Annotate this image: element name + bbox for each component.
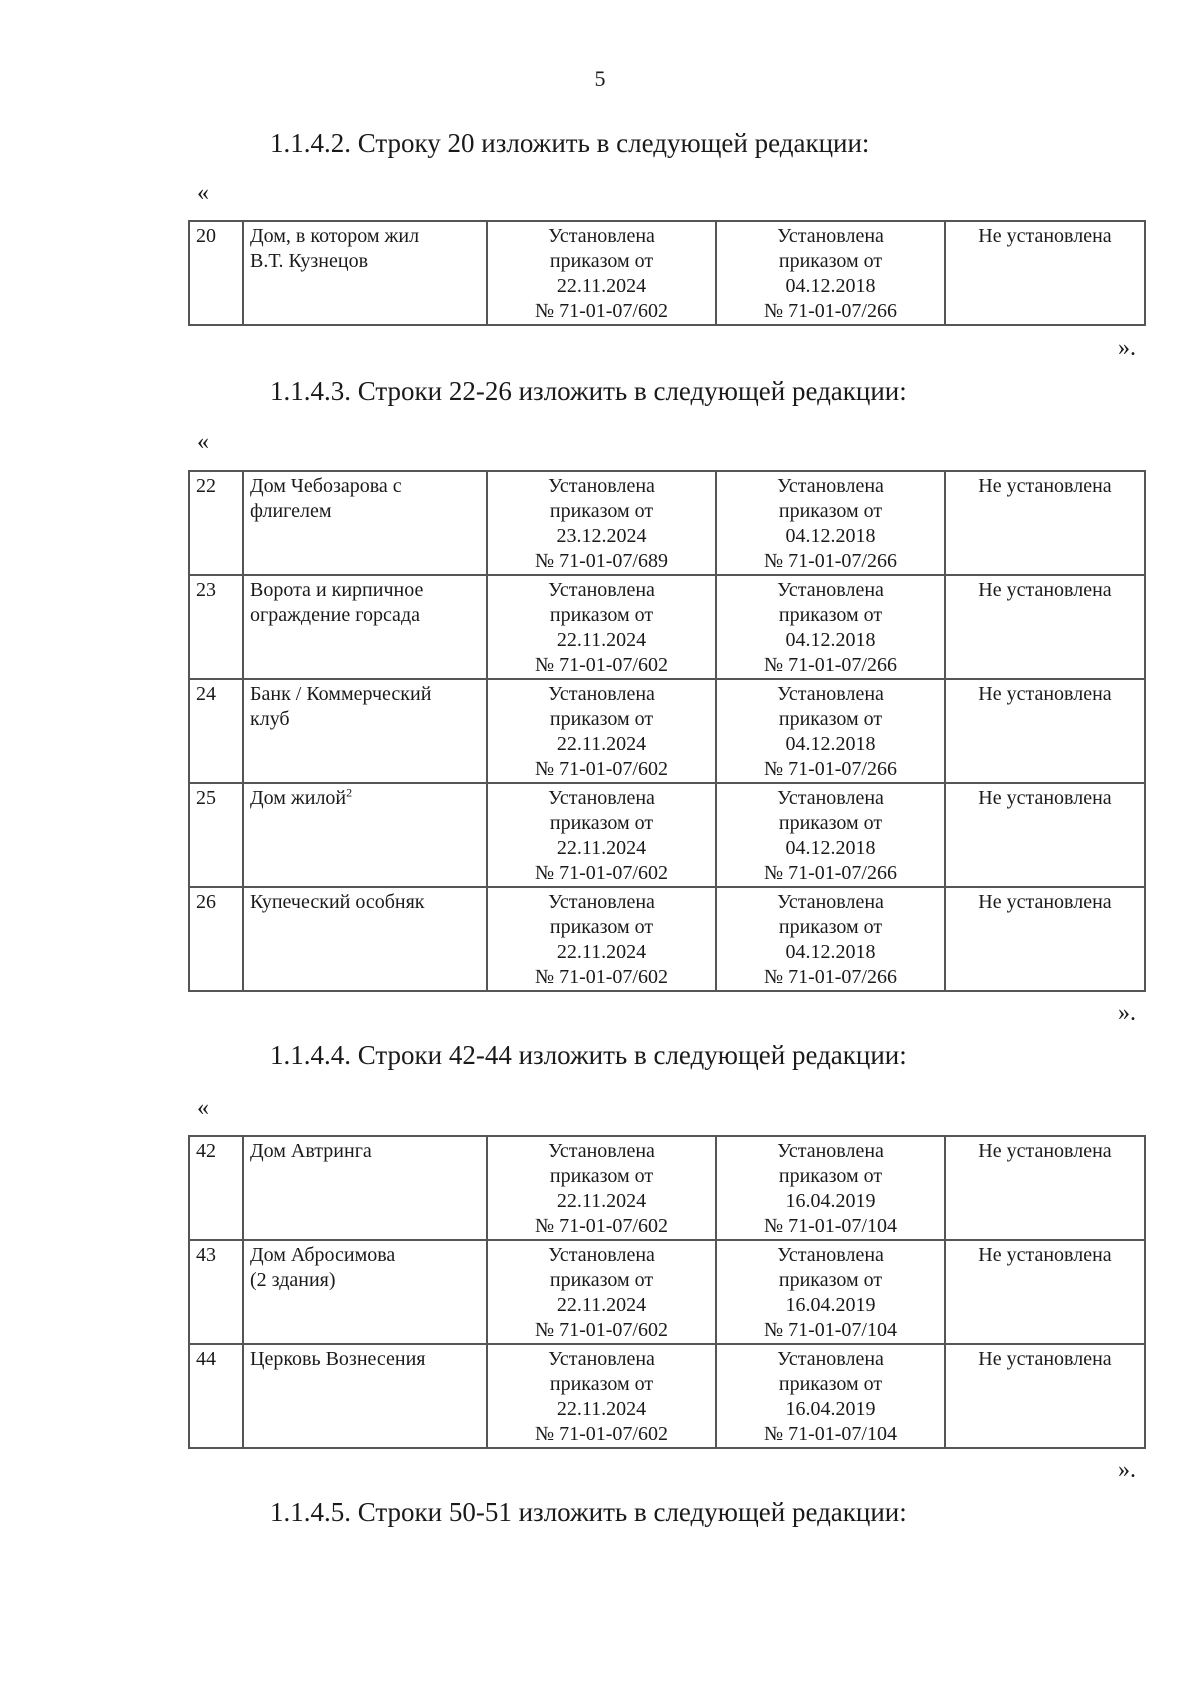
order-line: приказом от [778, 812, 883, 834]
order-line: 22.11.2024 [556, 1398, 647, 1420]
order-line: № 71-01-07/602 [535, 1215, 668, 1237]
object-name-line [250, 224, 480, 249]
boundaries-status-cell [487, 1344, 716, 1448]
object-name-line [250, 786, 480, 811]
order-line: 16.04.2019 [785, 1398, 876, 1420]
object-name-cell [243, 783, 487, 887]
order-line: № 71-01-07/266 [764, 300, 897, 322]
close-quote: ». [1118, 335, 1136, 361]
object-name-line [250, 578, 480, 603]
status-cell: Не установлена [945, 471, 1145, 575]
order-line: 04.12.2018 [785, 275, 876, 297]
order-line: 16.04.2019 [785, 1190, 876, 1212]
order-line: Установлена [548, 225, 655, 247]
object-name-line [250, 1268, 480, 1293]
order-line: № 71-01-07/602 [535, 1319, 668, 1341]
order-line: № 71-01-07/602 [535, 1423, 668, 1445]
row-number-cell: 24 [189, 679, 243, 783]
boundaries-status-cell [487, 471, 716, 575]
order-line: № 71-01-07/602 [535, 300, 668, 322]
status-cell: Не установлена [945, 1344, 1145, 1448]
table-row [189, 471, 1145, 575]
object-name-line [250, 499, 480, 524]
order-line: № 71-01-07/104 [764, 1215, 897, 1237]
row-number-cell: 44 [189, 1344, 243, 1448]
order-line: Установлена [777, 787, 884, 809]
object-name-cell [243, 575, 487, 679]
order-line: приказом от [778, 1373, 883, 1395]
order-line: приказом от [549, 1373, 654, 1395]
table-row [189, 1344, 1145, 1448]
order-line: 22.11.2024 [556, 1294, 647, 1316]
order-line: Установлена [548, 683, 655, 705]
object-name-cell [243, 1240, 487, 1344]
order-line: приказом от [778, 708, 883, 730]
order-line: 22.11.2024 [556, 1190, 647, 1212]
order-line: приказом от [778, 250, 883, 272]
order-line: приказом от [549, 250, 654, 272]
object-name-text: Дом, в котором жил [250, 225, 420, 247]
order-line: 04.12.2018 [785, 837, 876, 859]
amendment-table [188, 1135, 1146, 1449]
order-line: Установлена [777, 475, 884, 497]
order-line: 16.04.2019 [785, 1294, 876, 1316]
order-line: Установлена [777, 891, 884, 913]
row-number-cell: 25 [189, 783, 243, 887]
order-line: № 71-01-07/602 [535, 758, 668, 780]
row-number-cell: 20 [189, 221, 243, 325]
row-number-cell: 22 [189, 471, 243, 575]
order-line: № 71-01-07/602 [535, 654, 668, 676]
order-line: приказом от [778, 1269, 883, 1291]
status-cell: Не установлена [945, 679, 1145, 783]
order-line: 04.12.2018 [785, 733, 876, 755]
order-line: 23.12.2024 [556, 525, 647, 547]
order-line: № 71-01-07/104 [764, 1423, 897, 1445]
close-quote: ». [1118, 1457, 1136, 1483]
protection-zone-status-cell [716, 471, 945, 575]
amendment-table [188, 470, 1146, 992]
row-number-cell: 43 [189, 1240, 243, 1344]
object-name-line [250, 890, 480, 915]
object-name-text: Банк / Коммерческий [250, 683, 432, 705]
protection-zone-status-cell [716, 1240, 945, 1344]
order-line: 04.12.2018 [785, 525, 876, 547]
order-line: № 71-01-07/266 [764, 550, 897, 572]
order-line: 22.11.2024 [556, 733, 647, 755]
page-number: 5 [594, 66, 606, 91]
table-row [189, 783, 1145, 887]
object-name-line [250, 682, 480, 707]
protection-zone-status-cell [716, 221, 945, 325]
status-cell: Не установлена [945, 1240, 1145, 1344]
section-heading: 1.1.4.3. Строки 22-26 изложить в следующей редакции: [270, 376, 907, 406]
order-line: 22.11.2024 [556, 941, 647, 963]
object-name-cell [243, 221, 487, 325]
footnote-marker: 2 [346, 785, 353, 800]
status-cell: Не установлена [945, 221, 1145, 325]
order-line: № 71-01-07/266 [764, 862, 897, 884]
order-line: № 71-01-07/602 [535, 966, 668, 988]
order-line: № 71-01-07/602 [535, 862, 668, 884]
object-name-line [250, 249, 480, 274]
table-row [189, 1136, 1145, 1240]
protection-zone-status-cell [716, 575, 945, 679]
status-cell: Не установлена [945, 1136, 1145, 1240]
object-name-text: Дом Абросимова [250, 1244, 396, 1266]
boundaries-status-cell [487, 1240, 716, 1344]
order-line: Установлена [548, 579, 655, 601]
object-name-text: Дом жилой [250, 787, 347, 809]
open-quote: « [197, 180, 209, 206]
order-line: Установлена [548, 891, 655, 913]
object-name-text: клуб [250, 708, 290, 730]
open-quote: « [197, 1095, 209, 1121]
order-line: Установлена [777, 1244, 884, 1266]
order-line: Установлена [548, 1140, 655, 1162]
table-row [189, 679, 1145, 783]
boundaries-status-cell [487, 783, 716, 887]
order-line: 04.12.2018 [785, 941, 876, 963]
order-line: 22.11.2024 [556, 837, 647, 859]
order-line: приказом от [549, 1165, 654, 1187]
object-name-line [250, 1347, 480, 1372]
object-name-text: Дом Чебозарова с [250, 475, 402, 497]
object-name-cell [243, 1344, 487, 1448]
protection-zone-status-cell [716, 783, 945, 887]
order-line: Установлена [548, 1348, 655, 1370]
object-name-text: Купеческий особняк [250, 891, 425, 913]
table-row [189, 1240, 1145, 1344]
object-name-text: ограждение горсада [250, 604, 420, 626]
order-line: приказом от [778, 916, 883, 938]
boundaries-status-cell [487, 221, 716, 325]
boundaries-status-cell [487, 887, 716, 991]
order-line: приказом от [778, 1165, 883, 1187]
table-row [189, 575, 1145, 679]
object-name-cell [243, 471, 487, 575]
order-line: приказом от [549, 916, 654, 938]
object-name-line [250, 474, 480, 499]
order-line: Установлена [777, 579, 884, 601]
object-name-text: Ворота и кирпичное [250, 579, 424, 601]
object-name-line [250, 707, 480, 732]
object-name-text: Церковь Вознесения [250, 1348, 426, 1370]
order-line: Установлена [777, 683, 884, 705]
protection-zone-status-cell [716, 1136, 945, 1240]
section-heading: 1.1.4.5. Строки 50-51 изложить в следующей редакции: [270, 1497, 907, 1527]
object-name-text: флигелем [250, 500, 332, 522]
order-line: приказом от [778, 500, 883, 522]
object-name-line [250, 1243, 480, 1268]
boundaries-status-cell [487, 575, 716, 679]
order-line: № 71-01-07/266 [764, 654, 897, 676]
amendment-table [188, 220, 1146, 326]
open-quote: « [197, 429, 209, 455]
table-row [189, 221, 1145, 325]
order-line: 22.11.2024 [556, 275, 647, 297]
object-name-cell [243, 679, 487, 783]
order-line: Установлена [548, 1244, 655, 1266]
object-name-text: (2 здания) [250, 1269, 336, 1291]
status-cell: Не установлена [945, 783, 1145, 887]
order-line: № 71-01-07/266 [764, 758, 897, 780]
order-line: Установлена [777, 225, 884, 247]
object-name-cell [243, 887, 487, 991]
order-line: Установлена [548, 787, 655, 809]
row-number-cell: 42 [189, 1136, 243, 1240]
status-cell: Не установлена [945, 575, 1145, 679]
protection-zone-status-cell [716, 1344, 945, 1448]
order-line: № 71-01-07/266 [764, 966, 897, 988]
order-line: приказом от [778, 604, 883, 626]
object-name-text: Дом Автринга [250, 1140, 372, 1162]
order-line: № 71-01-07/689 [535, 550, 668, 572]
order-line: Установлена [777, 1348, 884, 1370]
order-line: Установлена [548, 475, 655, 497]
order-line: № 71-01-07/104 [764, 1319, 897, 1341]
order-line: приказом от [549, 708, 654, 730]
order-line: приказом от [549, 500, 654, 522]
order-line: Установлена [777, 1140, 884, 1162]
table-row [189, 887, 1145, 991]
status-cell: Не установлена [945, 887, 1145, 991]
order-line: приказом от [549, 604, 654, 626]
order-line: 22.11.2024 [556, 629, 647, 651]
close-quote: ». [1118, 1000, 1136, 1026]
object-name-line [250, 603, 480, 628]
object-name-line [250, 1139, 480, 1164]
row-number-cell: 23 [189, 575, 243, 679]
protection-zone-status-cell [716, 679, 945, 783]
object-name-text: В.Т. Кузнецов [250, 250, 369, 272]
section-heading: 1.1.4.2. Строку 20 изложить в следующей редакции: [270, 128, 870, 158]
row-number-cell: 26 [189, 887, 243, 991]
object-name-cell [243, 1136, 487, 1240]
section-heading: 1.1.4.4. Строки 42-44 изложить в следующей редакции: [270, 1040, 907, 1070]
protection-zone-status-cell [716, 887, 945, 991]
order-line: 04.12.2018 [785, 629, 876, 651]
boundaries-status-cell [487, 679, 716, 783]
boundaries-status-cell [487, 1136, 716, 1240]
order-line: приказом от [549, 812, 654, 834]
order-line: приказом от [549, 1269, 654, 1291]
